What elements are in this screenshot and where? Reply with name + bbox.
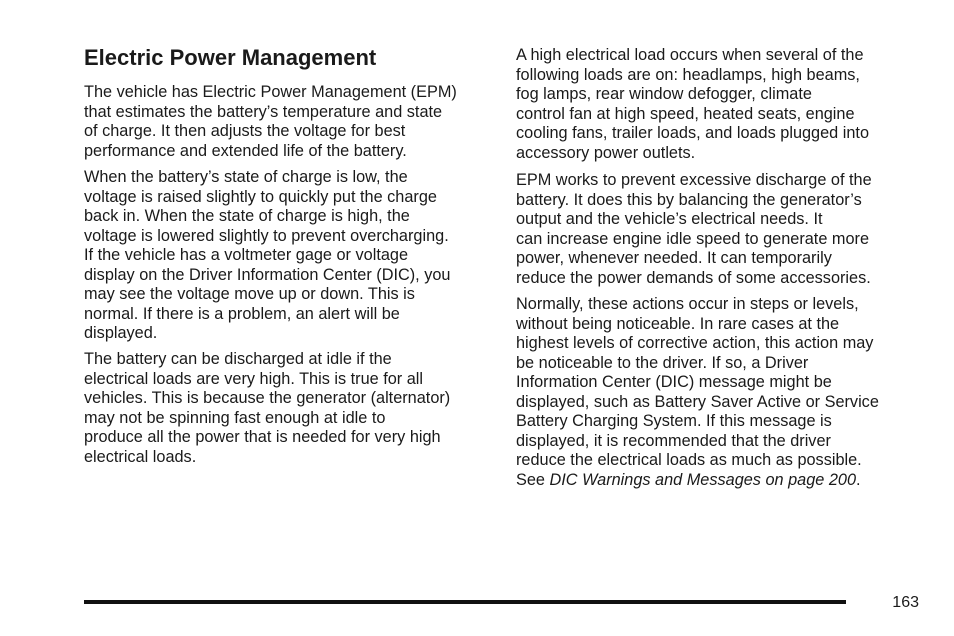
text-line: The vehicle has Electric Power Management (EPM) [84, 83, 457, 101]
right-paragraph-2 [516, 171, 926, 288]
text-line: be noticeable to the driver. If so, a Driver [516, 353, 809, 372]
text-line: If the vehicle has a voltmeter gage or voltage [84, 246, 409, 264]
text-line: produce all the power that is needed for very high [84, 428, 441, 446]
text-line: When the battery’s state of charge is low, the [84, 168, 408, 186]
text-line: cooling fans, trailer loads, and loads plugged into [516, 124, 869, 142]
text-line: that estimates the battery’s temperature and state [84, 102, 443, 121]
text-line: output and the vehicle’s electrical needs. It [516, 210, 823, 228]
text-line: highest levels of corrective action, this action may [516, 334, 874, 352]
text-line: voltage is raised slightly to quickly put the charge [84, 187, 437, 206]
text-line: fog lamps, rear window defogger, climate [516, 85, 812, 103]
text-line: The battery can be discharged at idle if the [84, 350, 392, 368]
footer-rule [84, 600, 846, 604]
text-line: Normally, these actions occur in steps or levels, [516, 295, 859, 313]
text-line: control fan at high speed, heated seats, engine [516, 104, 855, 123]
see-prefix: See [516, 470, 550, 489]
text-line: power, whenever needed. It can temporarily [516, 249, 832, 267]
left-paragraph-2 [84, 168, 494, 344]
text-line: reduce the power demands of some accessories. [516, 268, 871, 287]
text-line: normal. If there is a problem, an alert will be [84, 304, 400, 323]
text-line: displayed. [84, 324, 158, 342]
text-line: vehicles. This is because the generator (alternator) [84, 389, 451, 407]
text-line: battery. It does this by balancing the generator’s [516, 190, 862, 209]
text-line: Information Center (DIC) message might be [516, 373, 832, 391]
page-number: 163 [892, 594, 919, 611]
left-paragraph-1 [84, 83, 494, 161]
text-line: displayed, it is recommended that the driver [516, 431, 831, 450]
text-line: performance and extended life of the battery. [84, 141, 407, 160]
text-line: back in. When the state of charge is high, the [84, 207, 410, 225]
text-line: following loads are on: headlamps, high beams, [516, 65, 860, 84]
text-line: reduce the electrical loads as much as possible. [516, 451, 862, 469]
right-paragraph-3 [516, 295, 926, 490]
text-line: can increase engine idle speed to generate more [516, 229, 869, 248]
section-title: Electric Power Management [84, 45, 377, 70]
left-paragraph-3 [84, 350, 494, 467]
text-line: A high electrical load occurs when several of the [516, 46, 864, 64]
text-line: display on the Driver Information Center (DIC), you [84, 265, 451, 284]
text-line: voltage is lowered slightly to prevent overcharging. [84, 226, 449, 245]
text-line: of charge. It then adjusts the voltage for best [84, 122, 406, 140]
text-line: electrical loads are very high. This is true for all [84, 369, 424, 388]
text-line: without being noticeable. In rare cases at the [516, 314, 840, 333]
text-line: may not be spinning fast enough at idle to [84, 408, 386, 427]
text-line: displayed, such as Battery Saver Active or Service [516, 392, 879, 411]
text-line: may see the voltage move up or down. This is [84, 285, 415, 303]
right-paragraph-1 [516, 46, 926, 163]
see-reference-line [516, 471, 926, 491]
text-line: electrical loads. [84, 447, 197, 466]
cross-reference-link[interactable]: DIC Warnings and Messages on page 200 [549, 470, 857, 489]
see-suffix: . [856, 470, 861, 489]
text-line: accessory power outlets. [516, 143, 696, 162]
text-line: Battery Charging System. If this message is [516, 412, 832, 430]
text-line: EPM works to prevent excessive discharge of the [516, 171, 872, 189]
